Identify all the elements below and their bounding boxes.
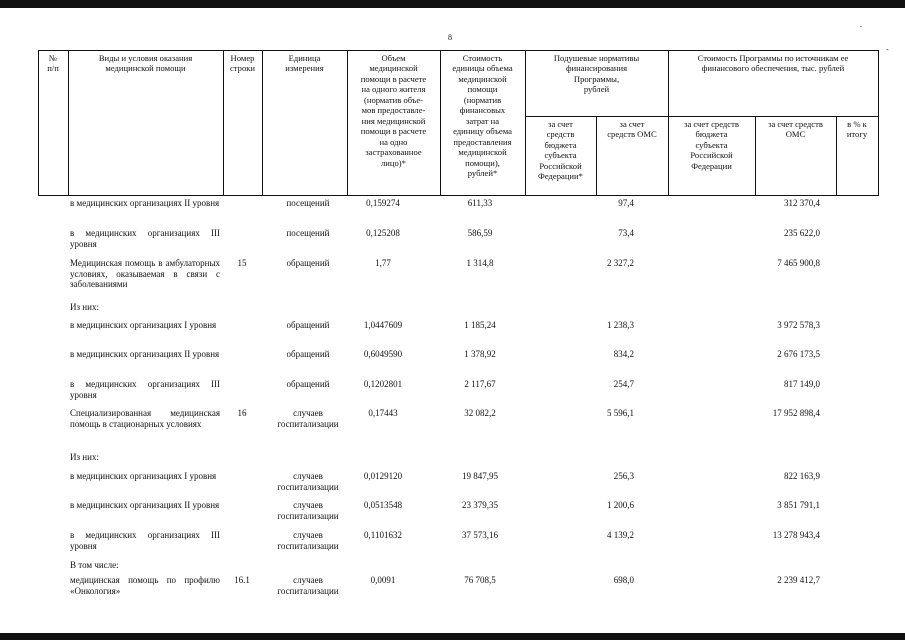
header-sub-budget-source: за счет средств бюджета субъекта Российской Федерации xyxy=(684,119,739,171)
row-per-capita-oms: 73,4 xyxy=(618,228,634,238)
row-per-capita-oms: 254,7 xyxy=(613,379,634,389)
header-col-volume: Объем медицинской помощи в расчете на одного жителя (норматив объе- мов предоставле- ния медицинской помощи в расчете на одно застрахованное лицо)* xyxy=(360,53,427,168)
row-number: 15 xyxy=(237,258,247,268)
row-cost: 37 573,16 xyxy=(462,530,498,540)
row-per-capita-oms: 2 327,2 xyxy=(607,258,634,268)
row-unit: случаев госпитализации xyxy=(277,530,339,551)
row-per-capita-oms: 5 596,1 xyxy=(607,408,634,418)
row-source-oms: 235 622,0 xyxy=(784,228,820,238)
row-per-capita-oms: 1 238,3 xyxy=(607,320,634,330)
row-name: в медицинских организациях III уровня xyxy=(70,530,220,551)
row-source-oms: 3 972 578,3 xyxy=(777,320,820,330)
row-per-capita-oms: 4 139,2 xyxy=(607,530,634,540)
row-name: Специализированная медицинская помощь в стационарных условиях xyxy=(70,408,220,429)
header-col-row: Номер строки xyxy=(229,53,256,74)
row-cost: 1 185,24 xyxy=(464,320,496,330)
row-unit: обращений xyxy=(286,320,330,330)
row-per-capita-oms: 834,2 xyxy=(613,349,634,359)
row-volume: 1,77 xyxy=(375,258,391,268)
row-volume: 0,0129120 xyxy=(363,471,403,481)
page-number: 8 xyxy=(448,33,452,42)
row-name: в медицинских организациях III уровня xyxy=(70,228,220,249)
row-name: в медицинских организациях I уровня xyxy=(70,320,217,330)
row-per-capita-oms: 698,0 xyxy=(613,575,634,585)
row-unit: посещений xyxy=(286,228,330,238)
row-per-capita-oms: 1 200,6 xyxy=(607,500,634,510)
row-name: Медицинская помощь в амбулаторных условиях, оказываемая в связи с заболеваниями xyxy=(70,258,220,290)
header-group-per-capita: Подушевые нормативы финансирования Программы, рублей xyxy=(553,53,640,95)
row-volume: 0,6049590 xyxy=(363,349,403,359)
header-col-types: Виды и условия оказания медицинской помощи xyxy=(98,53,193,74)
row-cost: 1 314,8 xyxy=(466,258,494,268)
row-number: 16 xyxy=(237,408,247,418)
row-cost: 586,59 xyxy=(467,228,493,238)
row-unit: случаев госпитализации xyxy=(277,500,339,521)
row-volume: 0,17443 xyxy=(368,408,398,418)
row-unit: обращений xyxy=(286,379,330,389)
header-sub-oms-source: за счет средств ОМС xyxy=(768,119,823,140)
header-col-unit: Единица измерения xyxy=(285,53,324,74)
row-source-oms: 2 239 412,7 xyxy=(777,575,820,585)
row-unit: случаев госпитализации xyxy=(277,408,339,429)
scan-top-border xyxy=(0,0,905,8)
row-unit: обращений xyxy=(286,258,330,268)
row-name: в медицинских организациях II уровня xyxy=(70,198,220,208)
header-bottom-line xyxy=(38,195,878,196)
scan-bottom-border xyxy=(0,633,905,640)
row-name: в медицинских организациях II уровня xyxy=(70,349,220,359)
row-cost: 23 379,35 xyxy=(462,500,498,510)
row-source-oms: 17 952 898,4 xyxy=(772,408,820,418)
row-volume: 1,0447609 xyxy=(363,320,403,330)
row-cost: 76 708,5 xyxy=(464,575,496,585)
row-volume: 0,125208 xyxy=(366,228,400,238)
header-sub-budget: за счет средств бюджета субъекта Российской Федерации* xyxy=(538,119,583,182)
row-cost: 32 082,2 xyxy=(464,408,496,418)
row-unit: посещений xyxy=(286,198,330,208)
row-number: 16.1 xyxy=(234,575,250,585)
row-source-oms: 817 149,0 xyxy=(784,379,820,389)
row-per-capita-oms: 97,4 xyxy=(618,198,634,208)
row-unit: обращений xyxy=(286,349,330,359)
row-per-capita-oms: 256,3 xyxy=(613,471,634,481)
row-volume: 0,0513548 xyxy=(363,500,403,510)
row-name: в медицинских организациях II уровня xyxy=(70,500,220,510)
row-cost: 2 117,67 xyxy=(464,379,496,389)
row-unit: случаев госпитализации xyxy=(277,471,339,492)
scan-speck: - xyxy=(886,45,889,54)
scan-speck: . xyxy=(860,20,862,29)
row-source-oms: 3 851 791,1 xyxy=(777,500,820,510)
header-col-cost: Стоимость единицы объема медицинской помощи (норматив финансовых затрат на единицу объема предоставления медицинской помощи), рублей* xyxy=(452,53,513,179)
row-volume: 0,1101632 xyxy=(364,530,402,540)
row-name: В том числе: xyxy=(70,560,119,570)
row-name: в медицинских организациях I уровня xyxy=(70,471,217,481)
row-name: Из них: xyxy=(70,452,99,462)
row-name: медицинская помощь по профилю «Онкология» xyxy=(70,575,220,596)
row-unit: случаев госпитализации xyxy=(277,575,339,596)
row-source-oms: 822 163,9 xyxy=(784,471,820,481)
row-source-oms: 7 465 900,8 xyxy=(777,258,820,268)
header-sub-oms: за счет средств ОМС xyxy=(607,119,657,140)
row-volume: 0,0091 xyxy=(370,575,396,585)
row-volume: 0,159274 xyxy=(366,198,400,208)
header-group-sources: Стоимость Программы по источникам ее финансового обеспечения, тыс. рублей xyxy=(697,53,849,74)
row-source-oms: 2 676 173,5 xyxy=(777,349,820,359)
header-sub-percent: в % к итогу xyxy=(846,119,868,140)
row-volume: 0,1202801 xyxy=(363,379,403,389)
row-name: Из них: xyxy=(70,302,99,312)
row-source-oms: 312 370,4 xyxy=(784,198,820,208)
header-divider xyxy=(878,50,879,196)
row-cost: 1 378,92 xyxy=(464,349,496,359)
row-cost: 19 847,95 xyxy=(462,471,498,481)
header-col-number: № п/п xyxy=(47,53,59,74)
row-cost: 611,33 xyxy=(467,198,493,208)
header-sub-line xyxy=(525,116,878,117)
row-name: в медицинских организациях III уровня xyxy=(70,379,220,400)
header-top-line xyxy=(38,50,878,51)
row-source-oms: 13 278 943,4 xyxy=(772,530,820,540)
